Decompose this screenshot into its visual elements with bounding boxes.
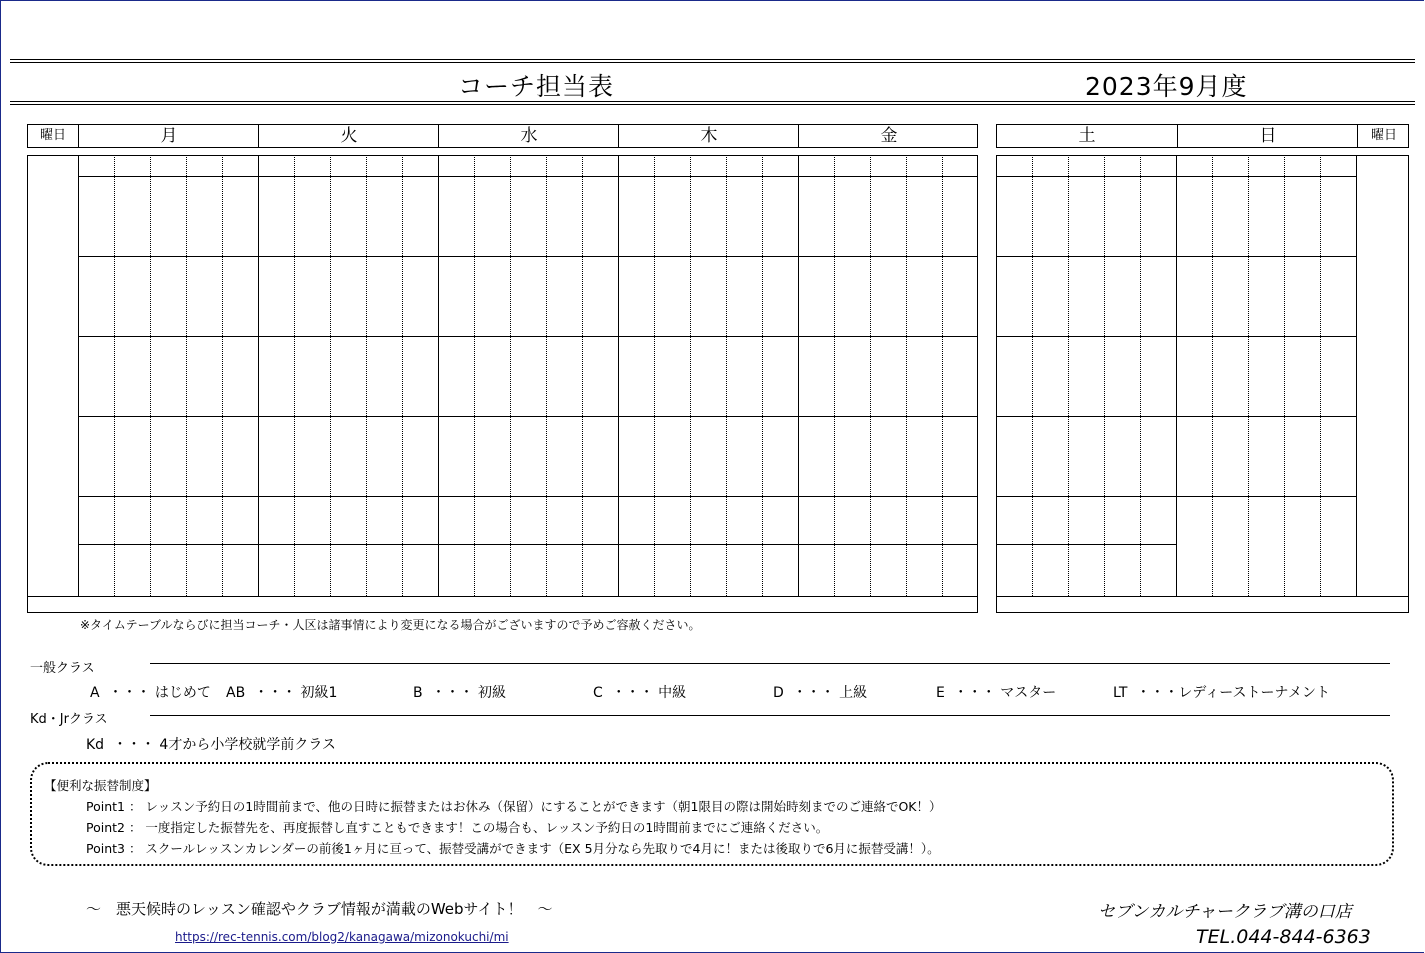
weekend-col-line [1176,155,1177,596]
weekday-col-line [834,155,835,596]
legend-text: ・・・ 上級 [792,685,868,701]
top-rule-2 [10,62,1415,63]
legend-e [936,682,1056,702]
day-sun: 日 [1177,125,1358,147]
weekday-col-line [438,155,439,596]
legend-kd [86,734,336,754]
weekday-block-line [78,256,978,257]
legend-code: Kd [86,737,105,753]
info-point-3: Point3 ： スクールレッスンカレンダーの前後1ヶ月に亘って、振替受講ができます（EX 5月分なら先取りで4月に！または後取りで6月に振替受講！）。 [86,841,940,856]
header-rule [10,101,1415,102]
legend-code: B [413,685,423,701]
legend-code: LT [1113,685,1128,701]
info-point-2: Point2 ： 一度指定した振替先を、再度振替し直すこともできます！この場合も、レッスン予約日の1時間前までにご連絡ください。 [86,820,829,835]
header-rule-2 [10,104,1415,105]
weekend-col-line [1212,155,1213,596]
legend-text: ・・・ マスター [953,685,1057,701]
time-col-line-right [1356,155,1357,596]
weekday-col-line [654,155,655,596]
weekend-block-line [996,496,1356,497]
legend-code: E [936,685,945,701]
youbi-label-right: 曜日 [1357,125,1410,147]
weekday-col-line [330,155,331,596]
club-name: セブンカルチャークラブ溝の口店 [1098,902,1352,922]
weekday-block-line [78,544,978,545]
legend-code: C [593,685,603,701]
legend-text: ・・・ 中級 [611,685,687,701]
legend-lt [1113,682,1330,702]
weekday-subheader-line [78,176,978,177]
weekday-block-line [78,496,978,497]
weekend-col-line [1320,155,1321,596]
weekday-col-line [222,155,223,596]
legend-b [413,682,506,702]
furikae-info-box [30,762,1394,866]
weekday-col-line [762,155,763,596]
legend-text: ・・・ 初級 [431,685,506,701]
weekday-col-line [114,155,115,596]
weekend-subheader-line [996,176,1356,177]
weekend-col-line [1032,155,1033,596]
top-rule [10,59,1415,60]
legend-text: ・・・ 初級1 [254,685,338,701]
weekday-col-line [906,155,907,596]
legend-code: AB [226,685,246,701]
kd-class-label: Kd・Jrクラス [30,712,108,727]
weekday-col-line [546,155,547,596]
weekend-col-line [1284,155,1285,596]
legend-ab [226,682,337,702]
weekday-header [27,124,978,148]
kd-class-rule [150,715,1390,716]
day-tue: 火 [258,125,439,147]
weekday-col-line [186,155,187,596]
legend-text: ・・・ はじめて [108,685,211,701]
weekday-block-line [78,416,978,417]
weekend-block-line [996,416,1356,417]
legend-text: ・・・レディーストーナメント [1136,685,1330,701]
period-label: 2023年9月度 [1085,72,1248,101]
weekday-col-line [726,155,727,596]
website-link[interactable]: https://rec-tennis.com/blog2/kanagawa/mizonokuchi/mi [175,930,509,944]
weekday-block-line [78,336,978,337]
weekend-col-line [1140,155,1141,596]
weekend-block-line [996,256,1356,257]
day-mon: 月 [78,125,259,147]
general-class-label: 一般クラス [30,661,95,676]
weekday-col-line [150,155,151,596]
info-point-1: Point1 ： レッスン予約日の1時間前まで、他の日時に振替またはお休み（保留）にすることができます（朝1限目の際は開始時刻までのご連絡でOK！） [86,799,942,814]
legend-code: A [90,685,100,701]
time-col-line [78,155,79,596]
web-promo-text: ～ 悪天候時のレッスン確認やクラブ情報が満載のWebサイト！ ～ [86,900,553,918]
weekday-col-line [510,155,511,596]
day-sat: 土 [1078,126,1096,146]
weekday-col-line [366,155,367,596]
disclaimer: ※タイムテーブルならびに担当コーチ・人区は諸事情により変更になる場合がございますので予めご容赦ください。 [80,618,701,632]
club-tel: TEL.044-844-6363 [1196,926,1371,948]
general-class-rule [150,663,1390,664]
weekday-col-line [402,155,403,596]
weekend-block-line [996,336,1356,337]
weekday-col-line [582,155,583,596]
legend-code: D [773,685,784,701]
weekday-col-line [618,155,619,596]
weekday-col-line [942,155,943,596]
weekday-col-line [294,155,295,596]
legend-a [90,682,211,702]
weekend-col-line [1248,155,1249,596]
page-title: コーチ担当表 [458,72,615,101]
legend-d [773,682,867,702]
day-wed: 水 [438,125,619,147]
info-title: 【便利な振替制度】 [44,778,157,793]
weekend-header [996,124,1409,148]
weekday-sunset-line [27,596,978,597]
legend-c [593,682,686,702]
weekend-col-line [1104,155,1105,596]
weekend-sunset-line [996,596,1409,597]
weekday-col-line [870,155,871,596]
weekday-col-line [474,155,475,596]
day-thu: 木 [618,125,799,147]
weekday-col-line [690,155,691,596]
weekday-col-line [798,155,799,596]
weekend-block-line [996,544,1176,545]
legend-text: ・・・ 4才から小学校就学前クラス [112,737,336,753]
weekday-col-line [258,155,259,596]
youbi-label: 曜日 [39,128,66,143]
weekend-col-line [1068,155,1069,596]
day-fri: 金 [798,125,979,147]
